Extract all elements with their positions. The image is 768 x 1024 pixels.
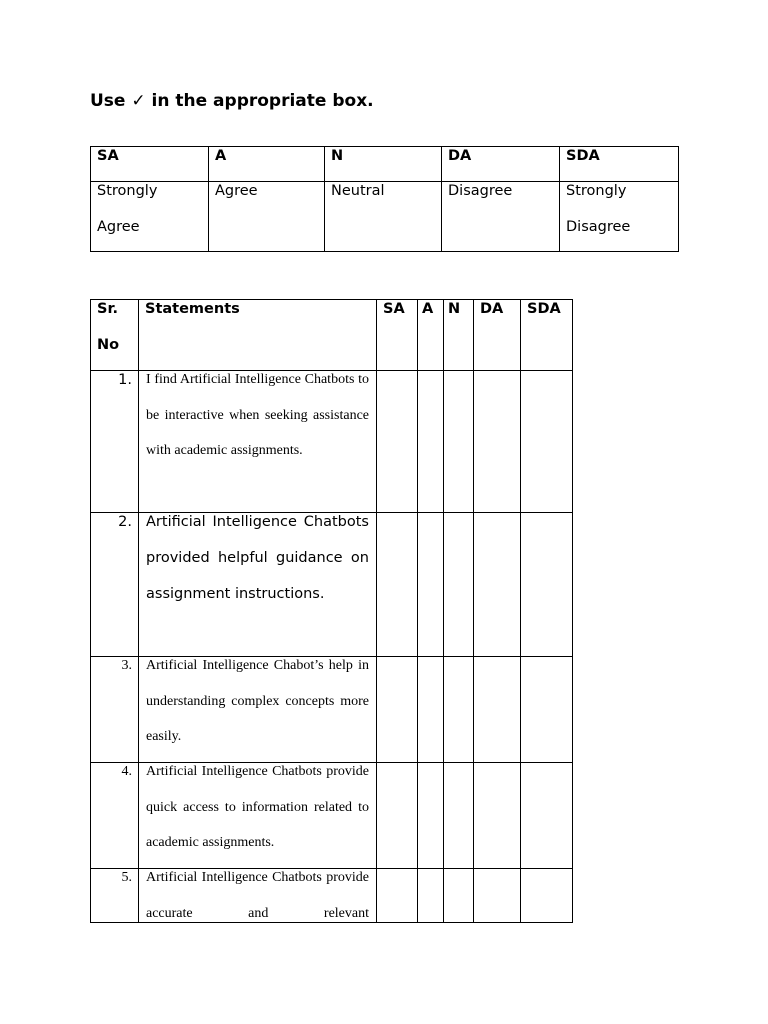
checkbox-n[interactable]: [444, 869, 474, 923]
checkbox-sa[interactable]: [377, 763, 418, 869]
header-sa: SA: [377, 300, 418, 371]
legend-full-sa: Strongly Agree: [91, 182, 209, 252]
checkbox-sa[interactable]: [377, 869, 418, 923]
statement-text: Artificial Intelligence Chatbots provide quick access to information related to academic assignments.: [139, 763, 377, 869]
legend-abbr-a: A: [209, 147, 325, 182]
checkbox-da[interactable]: [474, 657, 521, 763]
statement-number: 1.: [91, 371, 139, 513]
legend-full-n: Neutral: [325, 182, 442, 252]
checkbox-da[interactable]: [474, 869, 521, 923]
header-a: A: [418, 300, 444, 371]
checkbox-sa[interactable]: [377, 657, 418, 763]
legend-abbr-sa: SA: [91, 147, 209, 182]
checkbox-sa[interactable]: [377, 371, 418, 513]
checkbox-sda[interactable]: [521, 763, 573, 869]
legend-full-row: [91, 182, 679, 252]
header-sr-no: Sr. No: [91, 300, 139, 371]
checkbox-n[interactable]: [444, 657, 474, 763]
checkbox-n[interactable]: [444, 763, 474, 869]
checkbox-da[interactable]: [474, 763, 521, 869]
statement-text: I find Artificial Intelligence Chatbots to be interactive when seeking assistance with academic assignments.: [139, 371, 377, 513]
legend-full-a: Agree: [209, 182, 325, 252]
checkbox-sda[interactable]: [521, 513, 573, 657]
header-statements: Statements: [139, 300, 377, 371]
legend-table: [90, 146, 679, 252]
statement-number: 3.: [91, 657, 139, 763]
checkbox-sa[interactable]: [377, 513, 418, 657]
checkbox-da[interactable]: [474, 371, 521, 513]
statement-row: [91, 513, 573, 657]
statement-text: Artificial Intelligence Chatbots provided helpful guidance on assignment instructions.: [139, 513, 377, 657]
statement-row: [91, 763, 573, 869]
legend-full-sda: Strongly Disagree: [560, 182, 679, 252]
statement-row: [91, 869, 573, 923]
checkbox-sda[interactable]: [521, 869, 573, 923]
statements-header-row: [91, 300, 573, 371]
legend-abbr-sda: SDA: [560, 147, 679, 182]
checkbox-da[interactable]: [474, 513, 521, 657]
header-da: DA: [474, 300, 521, 371]
legend-full-da: Disagree: [442, 182, 560, 252]
statement-number: 4.: [91, 763, 139, 869]
statement-text: Artificial Intelligence Chabot’s help in understanding complex concepts more easily.: [139, 657, 377, 763]
page-heading: Use ✓ in the appropriate box.: [90, 91, 374, 111]
checkbox-sda[interactable]: [521, 657, 573, 763]
statement-number: 5.: [91, 869, 139, 923]
statement-row: [91, 657, 573, 763]
header-n: N: [444, 300, 474, 371]
checkbox-a[interactable]: [418, 869, 444, 923]
checkbox-a[interactable]: [418, 513, 444, 657]
checkbox-sda[interactable]: [521, 371, 573, 513]
legend-abbr-n: N: [325, 147, 442, 182]
legend-abbr-da: DA: [442, 147, 560, 182]
checkbox-a[interactable]: [418, 657, 444, 763]
checkbox-a[interactable]: [418, 763, 444, 869]
checkbox-n[interactable]: [444, 371, 474, 513]
checkbox-a[interactable]: [418, 371, 444, 513]
statement-row: [91, 371, 573, 513]
statements-table: [90, 299, 573, 923]
checkbox-n[interactable]: [444, 513, 474, 657]
statement-text: Artificial Intelligence Chatbots provide accurate and relevant: [139, 869, 377, 923]
header-sda: SDA: [521, 300, 573, 371]
statement-number: 2.: [91, 513, 139, 657]
